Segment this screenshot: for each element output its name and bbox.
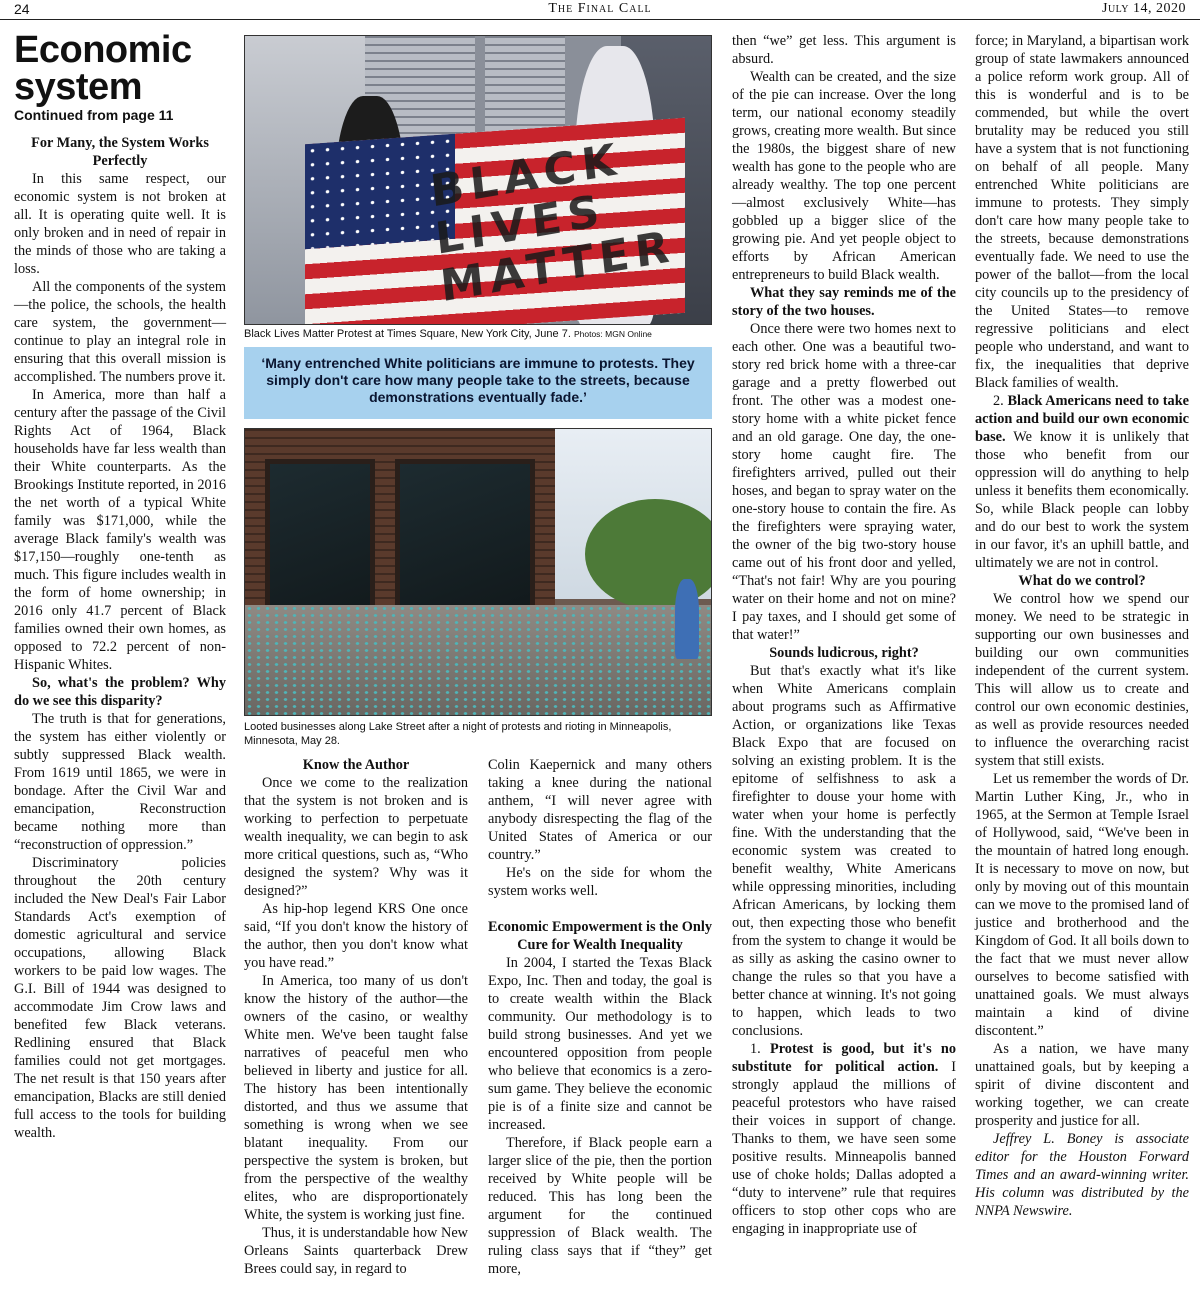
paragraph: He's on the side for whom the system works well. (488, 865, 712, 899)
paragraph: then “we” get less. This argument is absurd. (732, 33, 956, 67)
paragraph: Once there were two homes next to each other. One was a beautiful two-story red brick home with a three-car garage and a pretty flowerbed out front. The other was a modest one-story home with a white picket fence and an old garage. One day, the one-story home caught fire. The firefighters arrived, pulled out their hoses, and began to spray water on the one-story house to contain the fire. As the firefighters were spraying water, the owner of the big two-story house came out of his front door and yelled, “That's not fair! Why are you pouring water on their home and not on mine? I pay taxes, and I should get some of that water!” (732, 321, 956, 643)
paragraph: Thus, it is understandable how New Orleans Saints quarterback Drew Brees could say, in regard to (244, 1225, 468, 1277)
subheading: For Many, the System Works Perfectly (31, 135, 209, 169)
paragraph: Once we come to the realization that the system is not broken and is working to perfection to perpetuate wealth inequality, we can begin to ask more critical questions, such as, “Who designed the system? Why was it designed?” (244, 775, 468, 899)
page-header (0, 0, 1200, 20)
paragraph: We control how we spend our money. We need to be strategic in supporting our own businesses and building our own communities independent of the current system. This will allow us to create and control our own economic destinies, as well as provide resources needed to influence the overarching racist system that still exists. (975, 591, 1189, 769)
continued-line: Continued from page 11 (14, 107, 174, 123)
column-3 (488, 756, 712, 1278)
bold-text: Black Americans need to take action and build our own economic base. (975, 393, 1190, 445)
publication-name: The Final Call (548, 1, 652, 16)
subheading: Economic Empowerment is the Only Cure for Wealth Inequality (488, 919, 712, 953)
paragraph: The truth is that for generations, the system has either violently or subtly suppressed Black wealth. From 1619 until 1865, we were in bondage. After the Civil War and emancipation, Reconstruction became nothing more than “reconstruction of oppression.” (14, 711, 226, 853)
bold-text: So, what's the problem? Why do we see this disparity? (14, 675, 226, 709)
paragraph-text: I strongly applaud the millions of peaceful protestors who have raised their voices in support of change. Thanks to them, we have seen some positive results. Minneapolis banned use of choke holds; Dallas adopted a “duty to intervene” rule that requires officers to stop other cops who are engaging in inappropriate use of (732, 1059, 956, 1237)
pedestrian (675, 579, 699, 659)
column-4 (732, 32, 956, 1238)
page-number: 24 (14, 1, 30, 17)
shattered-glass-sidewalk (245, 605, 712, 715)
paragraph: force; in Maryland, a bipartisan work group of state lawmakers announced a police reform work group. All of this is wonderful and is to be commended, but while the overt brutality may be reduced you still have a system that is not functioning on behalf of all people. Many entrenched White politicians are immune to protests. They simply don't care how many people take to the streets, because demonstrations eventually fade. We need to use the power of the ballot—from the local city councils up to the presidency of the United States—to remove regressive politicians and elect people who understand, and want to fix, the inequalities that deprive Black families of wealth. (975, 33, 1189, 391)
numbered-paragraph (975, 392, 1189, 572)
photo-caption: Looted businesses along Lake Street after a night of protests and rioting in Minneapolis, Minnesota, May 28. (244, 721, 672, 747)
paragraph: All the components of the system—the police, the schools, the health care system, the government—continue to play an integral role in ensuring that this overall mission is accomplished. The numbers prove it. (14, 279, 226, 385)
author-bio: Jeffrey L. Boney is associate editor for the Houston Forward Times and an award-winning writer. His column was distributed by the NNPA Newswire. (975, 1131, 1189, 1219)
item-number: 2. (993, 393, 1004, 409)
numbered-paragraph (732, 1040, 956, 1238)
paragraph: Therefore, if Black people earn a larger slice of the pie, then the portion received by White people will be reduced. This has long been the argument for the continued suppression of Black wealth. The ruling class says that if “they” get more, (488, 1135, 712, 1277)
paragraph: In this same respect, our economic system is not broken at all. It is operating quite well. It is only broken and in need of repair in the minds of those who are taking a loss. (14, 171, 226, 277)
subheading: What do we control? (1018, 573, 1146, 589)
caption-text: Black Lives Matter Protest at Times Square, New York City, June 7. (244, 328, 571, 340)
paragraph: But that's exactly what it's like when White Americans complain about programs such as Affirmative Action, or organizations like Texas Black Expo that are focused on solving an existing problem. It is the epitome of selfishness to ask a firefighter to douse your home with water when your home is perfectly fine. With the understanding that the economic system was created to benefit wealthy, White Americans while oppressing minorities, including African Americans, by locking them out, then expecting those who benefit from the system to change it would be as silly as asking the casino owner to change the rules so that you have a better chance at winning. It's not going to happen, which leads to two conclusions. (732, 663, 956, 1039)
headline: Economic system (14, 29, 192, 108)
paragraph: As hip-hop legend KRS One once said, “If you don't know the history of the author, then you don't know what you have read.” (244, 901, 468, 971)
issue-date: July 14, 2020 (1102, 1, 1186, 16)
item-number: 1. (750, 1041, 761, 1057)
pull-quote: ‘Many entrenched White politicians are immune to protests. They simply don't care how many people take to the streets, because demonstrations eventually fade.’ (244, 347, 712, 419)
paragraph: In 2004, I started the Texas Black Expo, Inc. Then and today, the goal is to create wealth within the Black community. Our methodology is to build strong businesses. And yet we encountered opposition from people who believe that economics is a zero-sum game. They believe the economic pie is of a finite size and cannot be increased. (488, 955, 712, 1133)
column-2 (244, 756, 468, 1278)
paragraph: Let us remember the words of Dr. Martin Luther King, Jr., who in 1965, at the Sermon at Temple Israel of Hollywood, said, “We've been in the mountain of hatred long enough. It is necessary to move on now, but only by moving out of this mountain can we move to the promised land of justice and brotherhood and the Kingdom of God. It all boils down to the fact that we must never allow ourselves to become satisfied with unattained goals. We must always maintain a kind of divine discontent.” (975, 771, 1189, 1039)
bold-text: What they say reminds me of the story of the two houses. (732, 285, 956, 319)
american-flag (305, 118, 685, 325)
photo-caption (244, 327, 712, 341)
bold-paragraph (732, 284, 956, 320)
paragraph: In America, more than half a century after the passage of the Civil Rights Act of 1964, Black households have far less wealth than their White counterparts. As the Brookings Institute reported, in 2016 the net worth of a typical White family was $171,000, while the average Black family's wealth was $17,150—roughly one-tenth as much. This figure includes wealth in the form of home ownership; in 2016 only 41.7 percent of Black families owned their own homes, as opposed to 72.2 percent of non-Hispanic Whites. (14, 387, 226, 673)
subheading: Sounds ludicrous, right? (769, 645, 919, 661)
photo-credit: Photos: MGN Online (573, 329, 652, 339)
bold-paragraph (14, 674, 226, 710)
paragraph: In America, too many of us don't know the history of the author—the owners of the casino, or wealthy White men. We've been taught false narratives of peaceful men who believed in liberty and justice for all. The history has been intentionally distorted, and thus we assume that something is wrong when we see blatant inequality. From our perspective the system is broken, but from the perspective of the wealthy elites, who are disproportionately White, the system is working just fine. (244, 973, 468, 1223)
paragraph: Discriminatory policies throughout the 20th century included the New Deal's Fair Labor Standards Act's exemption of domestic agricultural and service occupations, allowing Black workers to be paid low wages. The G.I. Bill of 1944 was designed to accommodate Jim Crow laws and benefited few Black veterans. Redlining ensured that Black families could not get mortgages. The net result is that 150 years after emancipation, Blacks are still denied full access to the tools for building wealth. (14, 855, 226, 1141)
flag-handwriting: BLACK LIVES MATTER (427, 133, 678, 313)
paragraph: Colin Kaepernick and many others taking a knee during the national anthem, “I will never agree with anybody disrespecting the flag of the United States of America or our country.” (488, 757, 712, 863)
looted-businesses-photo (244, 428, 712, 716)
paragraph-text: We know it is unlikely that those who benefit from our oppression will do anything to help unless it benefits them economically. So, while Black people can lobby and do our best to work the system in our favor, it's an uphill battle, and ultimately we are not in control. (975, 429, 1189, 571)
column-1 (14, 29, 226, 1142)
paragraph: As a nation, we have many unattained goals, but by keeping a spirit of divine discontent and working together, we can create prosperity and justice for all. (975, 1041, 1189, 1129)
paragraph: Wealth can be created, and the size of the pie can increase. Over the long term, our national economy steadily grows, creating more wealth. But since the 1980s, the biggest share of new wealth has gone to the people who are already wealthy. The top one percent—almost exclusively White—has gobbled up a bigger slice of the growing pie. And yet people object to efforts by African American entrepreneurs to build Black wealth. (732, 69, 956, 283)
bold-text: Protest is good, but it's no substitute for political action. (732, 1041, 957, 1075)
column-5 (975, 32, 1189, 1220)
protest-photo (244, 35, 712, 325)
subheading: Know the Author (302, 757, 410, 773)
